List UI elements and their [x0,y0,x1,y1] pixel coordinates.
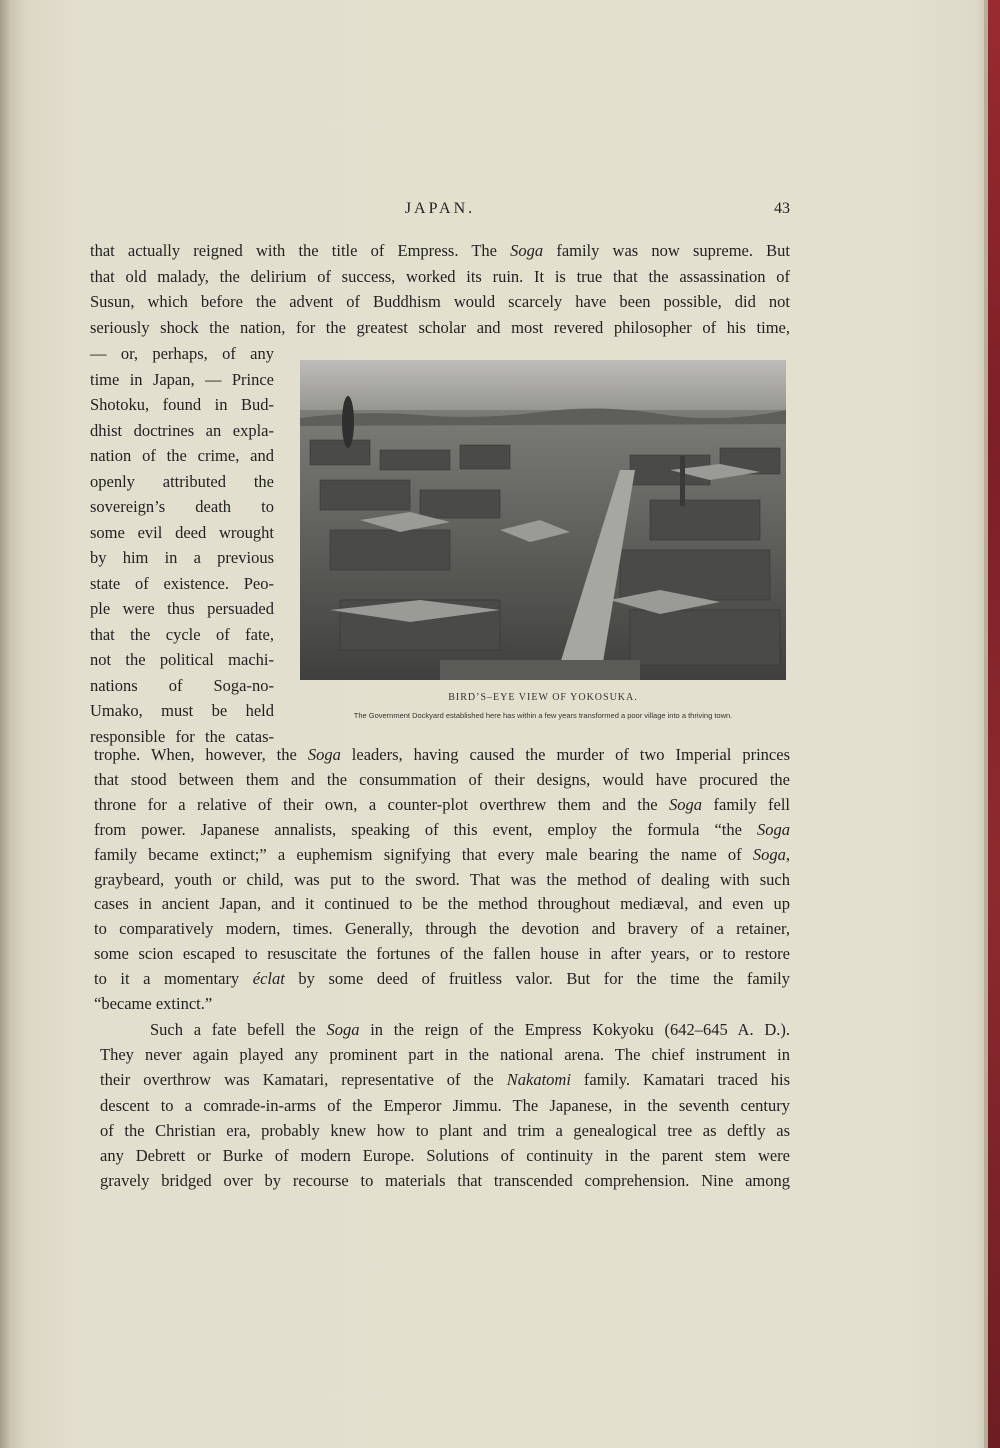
italic-term: Soga [307,745,341,764]
paragraph1-column-line [90,523,274,543]
text-run: Susun, which before the advent of Buddhism would scarcely have been possible, did not [90,292,790,311]
text-run: by him in a previous [90,548,274,567]
text-run: graybeard, youth or child, was put to the sword. That was the method of dealing with such [94,869,790,889]
italic-term: Nakatomi [506,1070,571,1090]
text-run: responsible for the catas- [90,726,274,746]
figure-caption-title: BIRD’S–EYE VIEW OF YOKOSUKA. [448,692,638,703]
paragraph1-column-line [90,650,274,670]
paragraph1-column-line [90,676,274,696]
paragraph1-line [94,994,790,1014]
text-run: some evil deed wrought [90,522,274,542]
page-number: 43 [774,200,790,217]
paragraph1-line [94,795,790,815]
paragraph1-column-line [90,446,274,466]
text-run: “became extinct.” [94,994,213,1013]
paragraph1-column-line [90,727,274,747]
paragraph1-line [94,894,790,914]
photograph-yokosuka [300,360,786,680]
paragraph1-column-line [90,625,274,645]
text-run: state of existence. Peo- [90,573,274,593]
italic-term: Soga [326,1020,360,1039]
text-run: dhist doctrines an expla- [90,420,274,440]
paragraph1-column-line [90,370,274,390]
paragraph1-column-line [90,701,274,721]
italic-term: Soga [669,794,703,814]
text-run: leaders, having caused the murder of two Imperial princes [340,745,791,764]
text-run: ple were thus persuaded [90,599,274,618]
text-run: descent to a comrade-in-arms of the Emperor Jimmu. The Japanese, in the seventh century [100,1095,790,1115]
italic-term: Soga [752,844,786,864]
italic-term: Soga [510,241,544,260]
text-run: family. Kamatari traced his [570,1070,791,1090]
town-photo-illustration [300,360,786,680]
italic-term: Soga [757,819,790,839]
paragraph1-line [90,292,790,312]
paragraph1-line [90,318,790,338]
text-run: some scion escaped to resuscitate the fortunes of the fallen house in after years, or to restore [94,944,790,964]
text-run: Umako, must be held [90,701,274,720]
text-run: of the Christian era, probably knew how to plant and trim a genealogical tree as deftly as [100,1120,790,1140]
paragraph2-line [100,1045,790,1065]
text-run: family became extinct;” a euphemism signifying that every male bearing the name of [94,844,753,864]
text-run: trophe. When, however, the [94,745,308,764]
text-run: Shotoku, found in Bud- [90,395,274,414]
text-run: family was now supreme. But [543,241,791,260]
paragraph1-column-line [90,472,274,492]
text-run: openly attributed the [90,471,274,491]
text-run: to comparatively modern, times. Generally, through the devotion and bravery of a retainer, [94,919,790,939]
paragraph2-line [100,1171,790,1191]
text-run: time in Japan, — Prince [90,369,274,389]
paragraph1-column-line [90,548,274,568]
text-run: gravely bridged over by recourse to materials that transcended comprehension. Nine among [100,1171,790,1191]
text-run: throne for a relative of their own, a counter-plot overthrew them and the [94,794,670,814]
book-cover-edge [988,0,1000,1448]
text-run: by some deed of fruitless valor. But for the time the family [284,969,790,989]
text-run: nations of Soga-no- [90,675,274,695]
text-run: from power. Japanese annalists, speaking of this event, employ the formula “the [94,819,757,839]
paragraph1-line [94,870,790,890]
text-run: that old malady, the delirium of success, worked its ruin. It is true that the assassination of [90,266,790,286]
text-run: to it a momentary [94,969,253,989]
paragraph1-line [94,969,790,989]
paragraph2-line [100,1146,790,1166]
paragraph1-line [94,919,790,939]
paragraph2-line [100,1096,790,1116]
paragraph1-line [90,241,790,261]
paragraph1-column-line [90,574,274,594]
paragraph1-column-line [90,344,274,364]
text-run: in the reign of the Empress Kokyoku (642–645 A. D.). [359,1020,790,1039]
paragraph1-line [94,745,790,765]
paragraph1-line [94,944,790,964]
text-run: nation of the crime, and [90,446,274,465]
text-run: not the political machi- [90,650,274,669]
text-run: their overthrow was Kamatari, representative of the [100,1070,507,1090]
text-run: that the cycle of fate, [90,624,274,644]
running-header [90,200,790,224]
running-title: JAPAN. [404,200,476,217]
text-run: that actually reigned with the title of Empress. The [90,241,511,260]
paragraph1-column-line [90,421,274,441]
text-run: seriously shock the nation, for the greatest scholar and most revered philosopher of his time, [90,317,790,337]
text-run: , [785,844,790,864]
paragraph2-line [150,1020,790,1040]
text-run: that stood between them and the consummation of their designs, would have procured the [94,769,790,789]
paragraph1-line [90,267,790,287]
figure-caption-text: The Government Dockyard established here has within a few years transformed a poor village into a thriving town. [353,711,733,720]
paragraph1-line [94,845,790,865]
text-run: family fell [702,794,791,814]
text-run: — or, perhaps, of any [90,344,274,363]
text-run: Such a fate befell the [150,1020,327,1039]
text-run: sovereign’s death to [90,497,274,516]
paragraph1-column-line [90,497,274,517]
text-run: They never again played any prominent part in the national arena. The chief instrument in [100,1045,790,1065]
paragraph2-line [100,1121,790,1141]
paragraph1-line [94,820,790,840]
text-run: cases in ancient Japan, and it continued to be the method throughout mediæval, and even up [94,894,790,914]
paragraph1-column-line [90,395,274,415]
text-run: any Debrett or Burke of modern Europe. Solutions of continuity in the parent stem were [100,1146,790,1165]
paragraph1-column-line [90,599,274,619]
paragraph2-line [100,1070,790,1090]
paragraph1-line [94,770,790,790]
italic-term: éclat [252,969,285,989]
